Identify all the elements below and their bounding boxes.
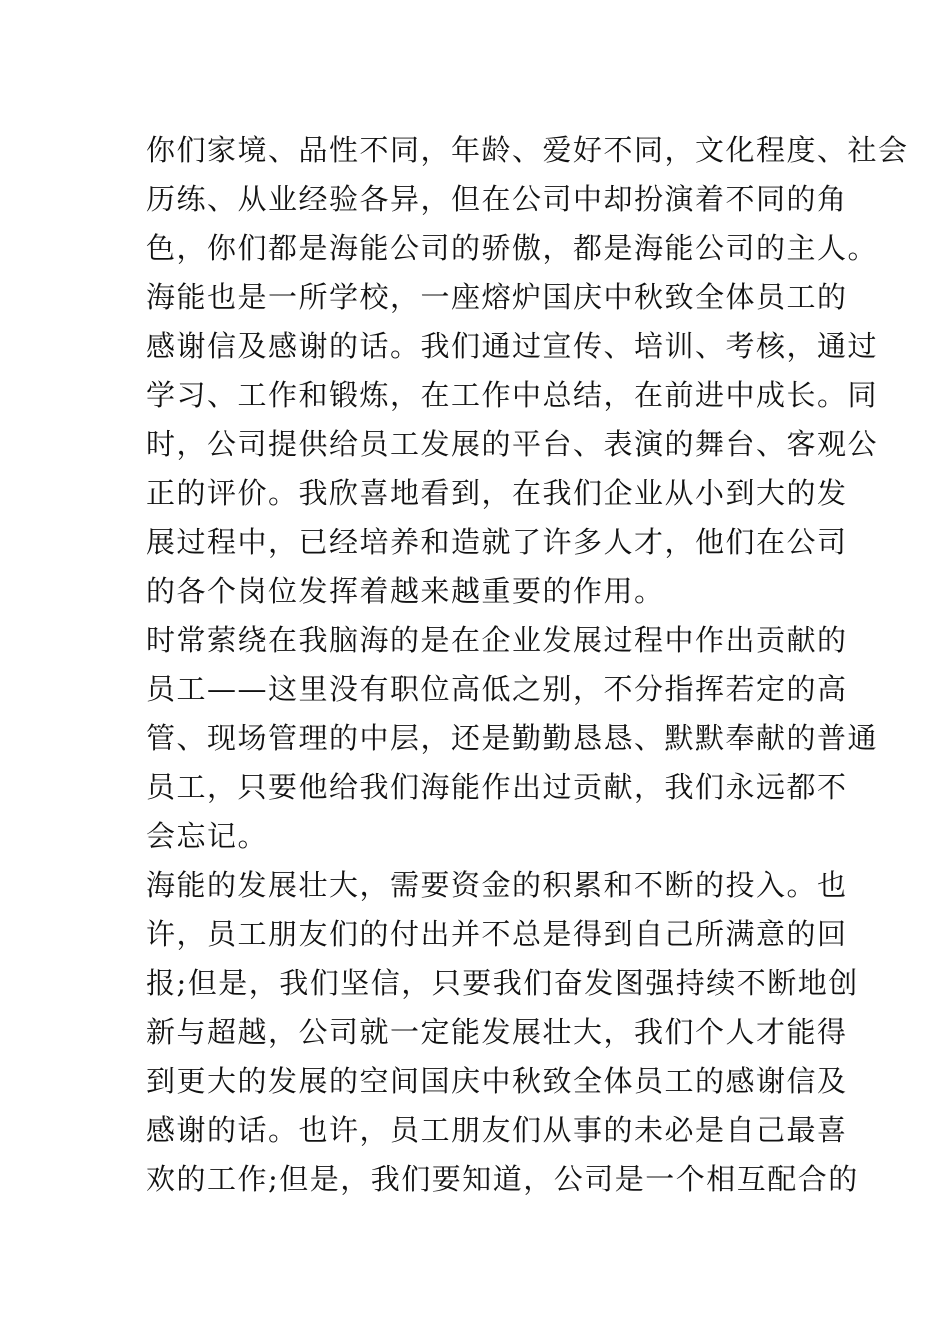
- text-line: 感谢信及感谢的话。我们通过宣传、培训、考核，通过: [146, 329, 879, 363]
- text-line: 海能的发展壮大，需要资金的积累和不断的投入。也: [146, 868, 848, 902]
- text-line: 展过程中，已经培养和造就了许多人才，他们在公司: [146, 525, 848, 559]
- body-text: [146, 126, 909, 1204]
- text-line: 会忘记。: [146, 819, 269, 853]
- text-line: 历练、从业经验各异，但在公司中却扮演着不同的角: [146, 182, 848, 216]
- text-line: 正的评价。我欣喜地看到，在我们企业从小到大的发: [146, 476, 848, 510]
- text-line: 许，员工朋友们的付出并不总是得到自己所满意的回: [146, 917, 848, 951]
- text-line: 时，公司提供给员工发展的平台、表演的舞台、客观公: [146, 427, 879, 461]
- text-line: 欢的工作;但是，我们要知道，公司是一个相互配合的: [146, 1162, 859, 1196]
- text-line: 感谢的话。也许，员工朋友们从事的未必是自己最喜: [146, 1113, 848, 1147]
- text-line: 色，你们都是海能公司的骄傲，都是海能公司的主人。: [146, 231, 879, 265]
- text-line: 员工——这里没有职位高低之别，不分指挥若定的高: [146, 672, 848, 706]
- text-line: 新与超越，公司就一定能发展壮大，我们个人才能得: [146, 1015, 848, 1049]
- text-line: 管、现场管理的中层，还是勤勤恳恳、默默奉献的普通: [146, 721, 879, 755]
- text-line: 员工，只要他给我们海能作出过贡献，我们永远都不: [146, 770, 848, 804]
- text-line: 时常萦绕在我脑海的是在企业发展过程中作出贡献的: [146, 623, 848, 657]
- text-line: 学习、工作和锻炼，在工作中总结，在前进中成长。同: [146, 378, 879, 412]
- text-line: 你们家境、品性不同，年龄、爱好不同，文化程度、社会: [146, 133, 909, 167]
- text-line: 海能也是一所学校，一座熔炉国庆中秋致全体员工的: [146, 280, 848, 314]
- text-line: 的各个岗位发挥着越来越重要的作用。: [146, 574, 665, 608]
- text-line: 到更大的发展的空间国庆中秋致全体员工的感谢信及: [146, 1064, 848, 1098]
- text-line: 报;但是，我们坚信，只要我们奋发图强持续不断地创: [146, 966, 859, 1000]
